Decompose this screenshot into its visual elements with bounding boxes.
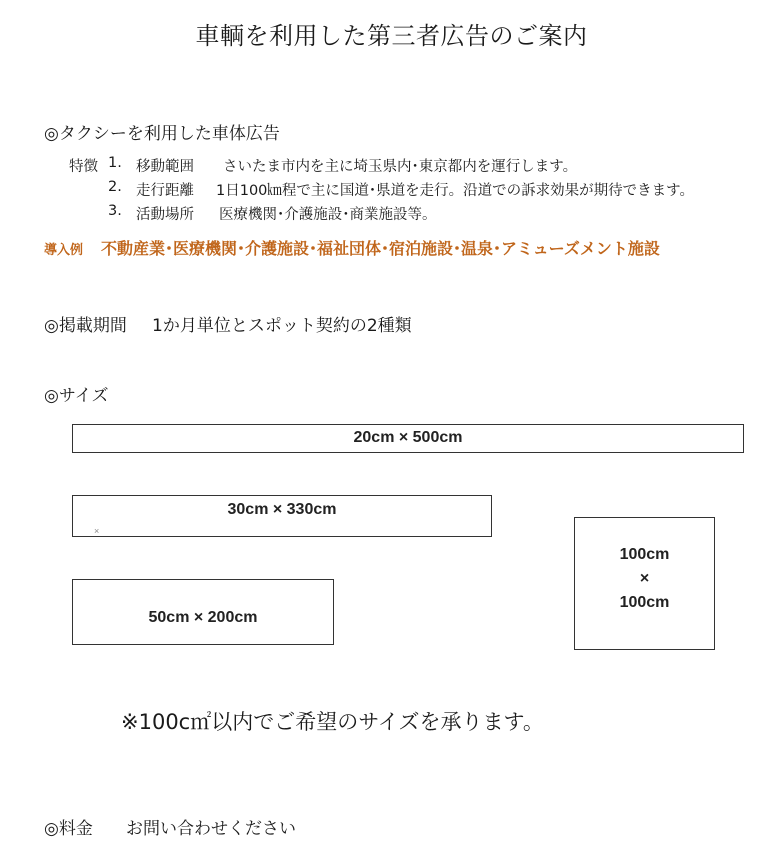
period-section-heading: ◎掲載期間 [44, 316, 127, 336]
features-label: 特徴 [69, 159, 98, 175]
size-label: 30cm × 330cm [227, 501, 337, 518]
feature-description: さいたま市内を主に埼玉県内･東京都内を運行します。 [223, 159, 578, 175]
size-box-50x200 [72, 579, 334, 645]
size-label-line3: 100cm [619, 594, 670, 611]
feature-description: 1日100㎞程で主に国道･県道を走行。沿道での訴求効果が期待できます。 [216, 183, 694, 199]
feature-description: 医療機関･介護施設･商業施設等。 [219, 207, 437, 223]
size-box-30x330 [72, 495, 492, 537]
feature-name: 走行距離 [136, 183, 194, 199]
size-label-line2: × [639, 570, 650, 587]
feature-number: 1. [108, 155, 122, 171]
size-note: ※100c㎡以内でご希望のサイズを承ります。 [121, 710, 544, 734]
price-section-heading: ◎料金 [44, 819, 93, 839]
page-title: 車輌を利用した第三者広告のご案内 [195, 22, 588, 50]
size-box-100x100 [574, 517, 715, 650]
period-text: 1か月単位とスポット契約の2種類 [152, 316, 412, 336]
taxi-section-heading: ◎タクシーを利用した車体広告 [44, 124, 280, 144]
feature-name: 移動範囲 [136, 159, 194, 175]
size-label: 20cm × 500cm [353, 429, 463, 446]
feature-number: 3. [108, 203, 122, 219]
feature-name: 活動場所 [136, 207, 194, 223]
price-text: お問い合わせください [126, 819, 296, 839]
size-label: 50cm × 200cm [148, 609, 258, 626]
examples-text: 不動産業･医療機関･介護施設･福祉団体･宿泊施設･温泉･アミューズメント施設 [101, 239, 660, 258]
feature-number: 2. [108, 179, 122, 195]
stray-mark-icon: × [94, 526, 100, 536]
size-box-20x500 [72, 424, 744, 453]
size-label-line1: 100cm [619, 546, 670, 563]
examples-label: 導入例 [44, 243, 84, 258]
size-section-heading: ◎サイズ [44, 386, 109, 406]
